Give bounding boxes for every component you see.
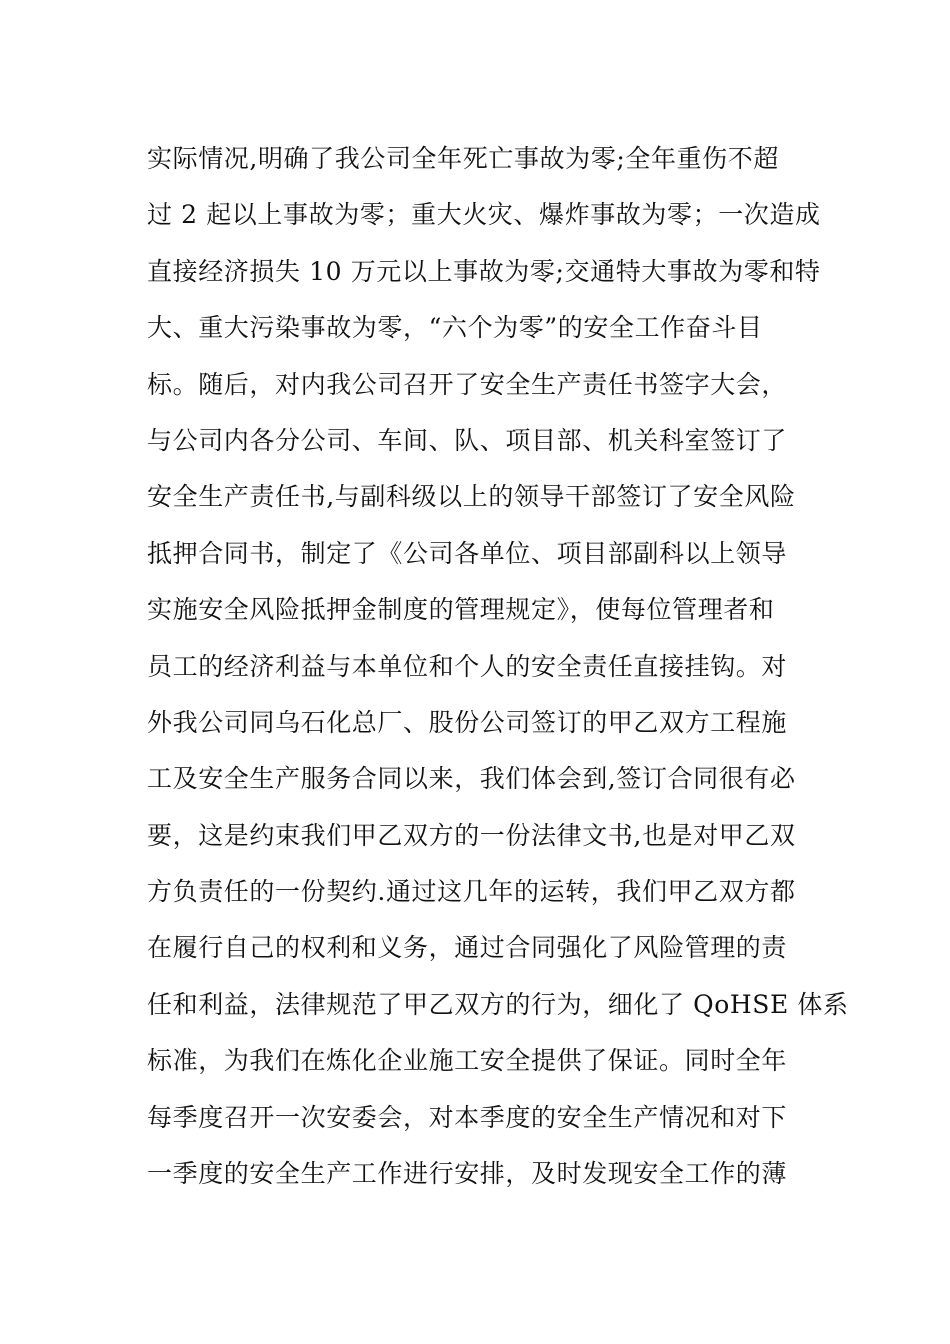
text-line-18: 每季度召开一次安委会，对本季度的安全生产情况和对下 [147,1102,788,1132]
body-paragraph [147,131,849,1202]
text-line-14: 方负责任的一份契约.通过这几年的运转，我们甲乙双方都 [147,877,796,907]
text-line-5: 标。随后，对内我公司召开了安全生产责任书签字大会， [147,369,788,399]
text-line-12: 工及安全生产服务合同以来，我们体会到,签订合同很有必 [147,764,796,794]
text-line-17: 标准，为我们在炼化企业施工安全提供了保证。同时全年 [147,1046,788,1076]
text-line-1: 实际情况,明确了我公司全年死亡事故为零;全年重伤不超 [147,144,779,173]
text-line-11: 外我公司同乌石化总厂、股份公司签订的甲乙双方工程施 [147,707,788,737]
text-line-19: 一季度的安全生产工作进行安排，及时发现安全工作的薄 [147,1159,788,1189]
text-line-13: 要，这是约束我们甲乙双方的一份法律文书,也是对甲乙双 [147,820,796,850]
text-line-15: 在履行自己的权利和义务，通过合同强化了风险管理的责 [147,933,788,963]
text-line-2: 过 2 起以上事故为零；重大火灾、爆炸事故为零；一次造成 [147,200,821,230]
text-line-8: 抵押合同书，制定了《公司各单位、项目部副科以上领导 [147,538,788,568]
text-line-4: 大、重大污染事故为零，“六个为零”的安全工作奋斗目 [147,313,763,343]
text-line-9: 实施安全风险抵押金制度的管理规定》，使每位管理者和 [147,595,775,625]
text-line-6: 与公司内各分公司、车间、队、项目部、机关科室签订了 [147,425,788,455]
text-line-3: 直接经济损失 10 万元以上事故为零;交通特大事故为零和特 [147,256,821,286]
text-line-16: 任和利益，法律规范了甲乙双方的行为，细化了 QoHSE 体系 [147,989,849,1019]
text-line-7: 安全生产责任书,与副科级以上的领导干部签订了安全风险 [147,482,796,512]
text-line-10: 员工的经济利益与本单位和个人的安全责任直接挂钩。对 [147,651,788,681]
